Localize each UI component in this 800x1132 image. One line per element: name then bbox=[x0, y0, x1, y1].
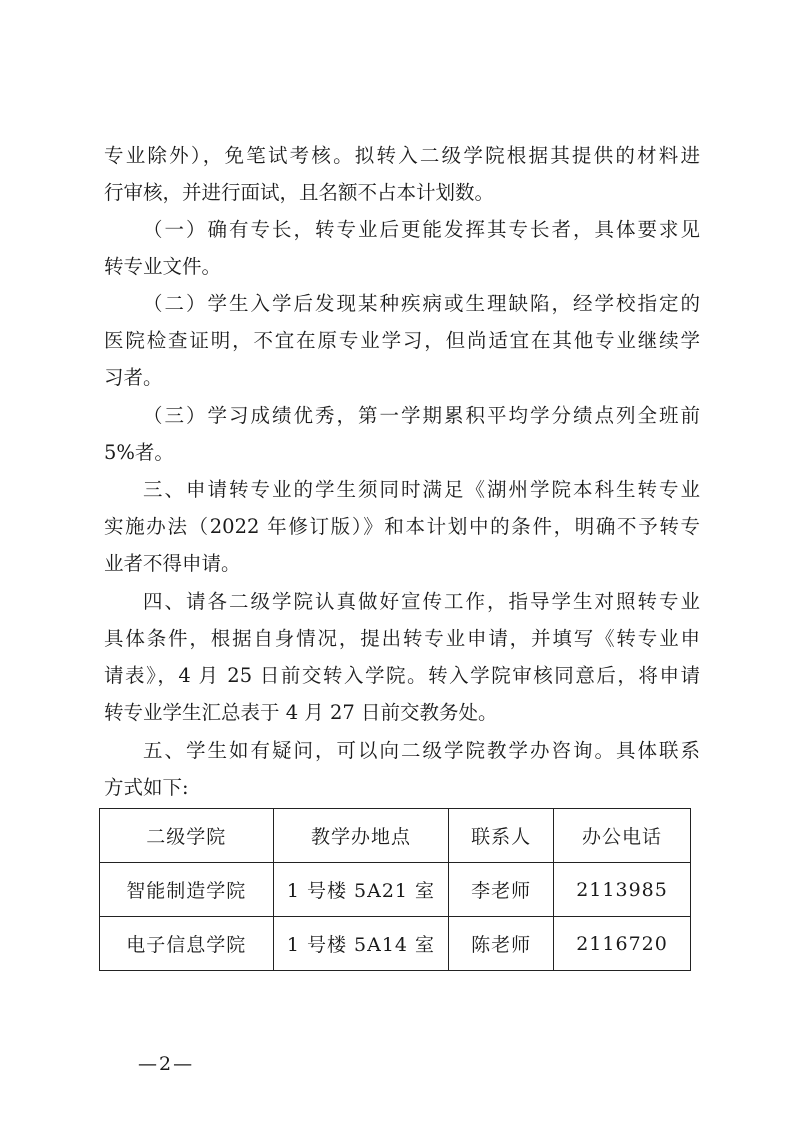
body-line: （二）学生入学后发现某种疾病或生理缺陷，经学校指定的 bbox=[143, 292, 700, 315]
table-header-cell: 教学办地点 bbox=[273, 809, 449, 863]
phone-cell: 2116720 bbox=[554, 917, 691, 971]
table-header-row bbox=[100, 809, 691, 863]
body-line: 方式如下: bbox=[104, 776, 189, 799]
body-line: 三、申请转专业的学生须同时满足《湖州学院本科生转专业 bbox=[143, 478, 700, 501]
table-header-cell: 办公电话 bbox=[554, 809, 691, 863]
office-location-cell: 1 号楼 5A14 室 bbox=[273, 917, 449, 971]
page-number: —2— bbox=[138, 1053, 195, 1075]
contact-table bbox=[99, 808, 691, 971]
table-header-cell: 联系人 bbox=[449, 809, 554, 863]
college-cell: 电子信息学院 bbox=[100, 917, 274, 971]
phone-cell: 2113985 bbox=[554, 863, 691, 917]
body-line: 实施办法（2022 年修订版）》和本计划中的条件，明确不予转专 bbox=[104, 515, 700, 538]
body-line: 具体条件，根据自身情况，提出转专业申请，并填写《转专业申 bbox=[104, 627, 700, 650]
body-line: 五、学生如有疑问，可以向二级学院教学办咨询。具体联系 bbox=[143, 739, 700, 762]
body-line: 专业除外），免笔试考核。拟转入二级学院根据其提供的材料进 bbox=[104, 144, 700, 167]
body-line: （一）确有专长，转专业后更能发挥其专长者，具体要求见 bbox=[143, 218, 700, 241]
body-line: （三）学习成绩优秀，第一学期累积平均学分绩点列全班前 bbox=[143, 404, 700, 427]
body-line: 转专业学生汇总表于 4 月 27 日前交教务处。 bbox=[104, 701, 498, 724]
body-line: 5%者。 bbox=[104, 441, 174, 464]
table-row bbox=[100, 863, 691, 917]
body-line: 转专业文件。 bbox=[104, 255, 222, 278]
contact-person-cell: 李老师 bbox=[449, 863, 554, 917]
body-line: 四、请各二级学院认真做好宣传工作，指导学生对照转专业 bbox=[143, 590, 700, 613]
table-row bbox=[100, 917, 691, 971]
college-cell: 智能制造学院 bbox=[100, 863, 274, 917]
body-line: 请表》，4 月 25 日前交转入学院。转入学院审核同意后，将申请 bbox=[104, 664, 700, 687]
body-line: 习者。 bbox=[104, 366, 163, 389]
office-location-cell: 1 号楼 5A21 室 bbox=[273, 863, 449, 917]
body-line: 医院检查证明，不宜在原专业学习，但尚适宜在其他专业继续学 bbox=[104, 329, 700, 352]
body-line: 业者不得申请。 bbox=[104, 552, 241, 575]
table-header-cell: 二级学院 bbox=[100, 809, 274, 863]
contact-person-cell: 陈老师 bbox=[449, 917, 554, 971]
body-line: 行审核，并进行面试，且名额不占本计划数。 bbox=[104, 181, 495, 204]
